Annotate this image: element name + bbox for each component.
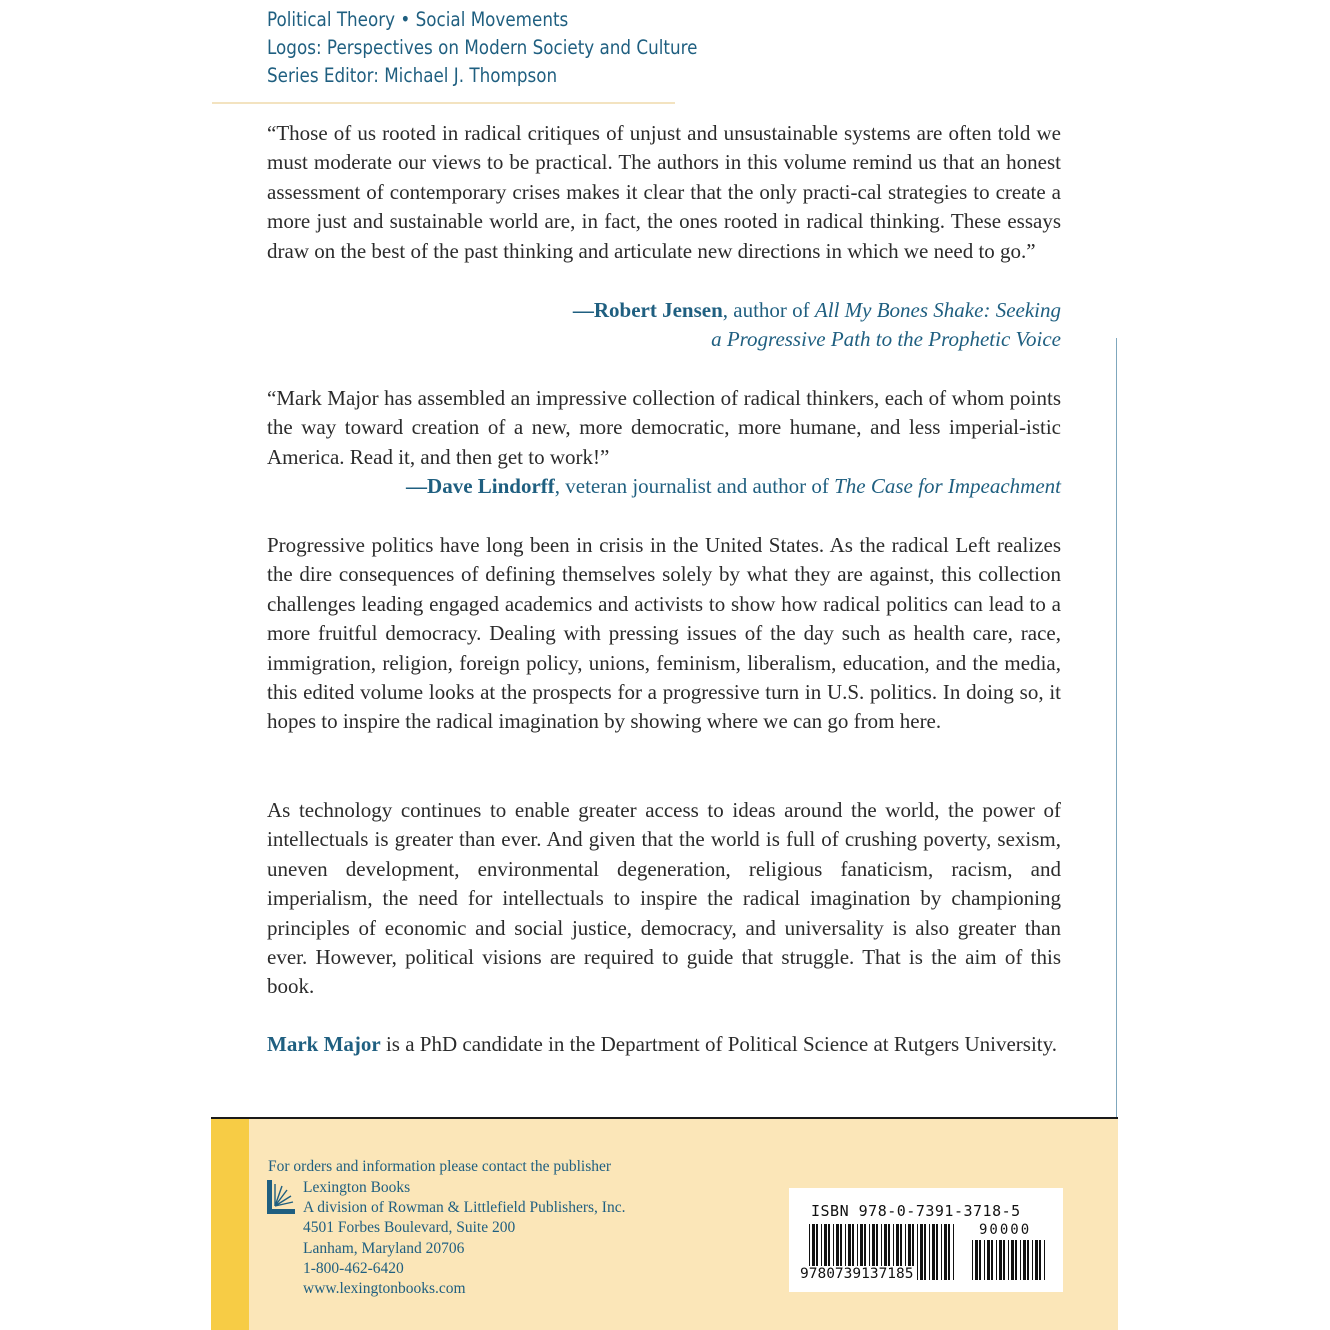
attribution-name: Dave Lindorff [427,474,555,498]
description-paragraph-1: Progressive politics have long been in crisis in the United States. As the radical Left realizes the dire consequences of defining themselves solely by what they are against, this collection challenges leading engaged academics and activists to show how radical politics can lead to a more fruitful democracy. Dealing with pressing issues of the day such as health care, race, immigration, religion, foreign policy, unions, feminism, liberalism, education, and the media, this edited volume looks at the prospects for a progressive turn in U.S. politics. In doing so, it hopes to inspire the radical imagination by showing where we can go from here. [267,533,1061,734]
barcode-bar [1035,1240,1038,1280]
author-bio-text: is a PhD candidate in the Department of Political Science at Rutgers University. [380,1032,1058,1056]
orders-line: For orders and information please contact the publisher [268,1158,612,1175]
attribution-name: Robert Jensen [593,298,723,322]
publisher-city: Lanham, Maryland 20706 [303,1239,465,1257]
price-code: 90000 [979,1222,1032,1238]
barcode-bar [996,1240,997,1280]
barcode-bar [991,1240,993,1280]
publisher-footer [211,1119,1118,1330]
barcode-bar [1027,1240,1029,1280]
barcode-bar [917,1224,918,1280]
blurb-lindorff-attribution [267,472,1061,501]
barcode-bar [975,1240,978,1280]
barcode-bar [979,1240,981,1280]
barcode-bar [1044,1240,1045,1280]
attribution-dash: — [572,298,594,322]
blurb-jensen-quote: “Those of us rooted in radical critiques of unjust and unsustainable systems are often told we must moderate our views to be practical. The authors in this volume remind us that an honest assessment of contemporary crises makes it clear that the only practi-cal strategies to create a more just and sustainable world are, in fact, the ones rooted in radical thinking. These essays draw on the best of the past thinking and articulate new directions in which we need to go.” [267,121,1061,263]
barcode-bar [1039,1240,1041,1280]
barcode-bar [948,1224,950,1280]
attribution-role: , author of [722,298,815,322]
barcode-bar [1023,1240,1026,1280]
blurb-jensen-attribution [267,296,1061,355]
barcode-bar [972,1240,973,1280]
lexington-books-logo-icon [266,1179,296,1215]
footer-accent-stripe [211,1119,249,1330]
attribution-book-title-cont: a Progressive Path to the Prophetic Voice [711,327,1061,352]
barcode-bar [1003,1240,1005,1280]
ean-digits: 9780739137185 [800,1266,914,1282]
attribution-dash: — [406,474,428,498]
publisher-phone: 1-800-462-6420 [303,1259,404,1277]
blurb-lindorff-quote: “Mark Major has assembled an impressive collection of radical thinkers, each of whom points the way toward creation of a new, more democratic, more humane, and less imperial-istic America. Read it, and then get to work!” [267,386,1061,469]
barcode-bar [1032,1240,1033,1280]
series-header [267,6,697,90]
barcode-bar [941,1224,942,1280]
attribution-book-title: All My Bones Shake: Seeking [814,298,1061,322]
series-editor-line: Series Editor: Michael J. Thompson [267,64,558,87]
barcode-bar [1011,1240,1014,1280]
publisher-address [303,1178,625,1299]
publisher-division: A division of Rowman & Littlefield Publishers, Inc. [303,1199,626,1217]
description-paragraph-2: As technology continues to enable greater access to ideas around the world, the power of intellectuals is greater than ever. And given that the world is full of crushing poverty, sexism, uneven development, environmental degeneration, religious fanaticism, racism, and imperialism, the need for intellectuals to inspire the radical imagination by championing principles of economic and social justice, democracy, and universality is also greater than ever. However, political visions are required to guide that struggle. That is the aim of this book. [267,798,1061,999]
publisher-name: Lexington Books [303,1179,411,1196]
barcode-bar [1020,1240,1021,1280]
barcode-bar [953,1224,954,1280]
barcode-bar [1015,1240,1017,1280]
series-subject-line: Political Theory • Social Movements [267,8,569,31]
barcode-bar [984,1240,985,1280]
attribution-role: , veteran journalist and author of [554,474,835,498]
barcode-bar [987,1240,990,1280]
publisher-website: www.lexingtonbooks.com [303,1280,466,1298]
barcode-bar [929,1224,930,1280]
barcode-bar [944,1224,947,1280]
series-name-line: Logos: Perspectives on Modern Society and Culture [267,36,698,59]
header-divider [212,102,675,104]
barcode-bar [924,1224,926,1280]
barcode-bar [920,1224,923,1280]
barcode-bar [1008,1240,1009,1280]
publisher-street: 4501 Forbes Boulevard, Suite 200 [303,1219,516,1237]
barcode-bar [999,1240,1002,1280]
isbn-barcode [789,1188,1063,1292]
author-name: Mark Major [267,1032,381,1056]
isbn-label: ISBN 978-0-7391-3718-5 [811,1202,1021,1220]
attribution-book-title: The Case for Impeachment [834,474,1061,498]
barcode-bar [932,1224,935,1280]
barcode-bar [936,1224,938,1280]
author-bio [267,1030,1061,1059]
right-edge-rule [1116,338,1117,1118]
